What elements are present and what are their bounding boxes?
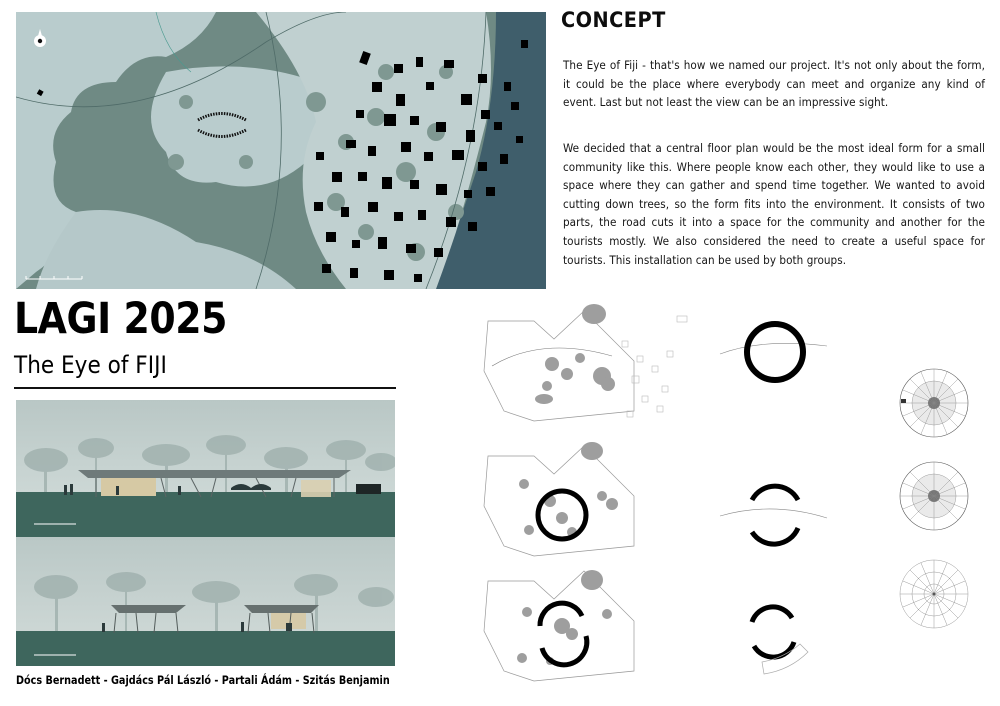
- concept-heading: CONCEPT: [561, 8, 666, 32]
- elevation-render-closed: [16, 400, 395, 537]
- elevation-render-open: [16, 537, 395, 666]
- concept-paragraph-2: We decided that a central floor plan would be the most ideal form for a small community like this. Where people know each other, they would like to use a space where they can gather and spend time together. We wanted to avoid cutting down trees, so the form fits into the environment. It consists of two parts, the road cuts it into a space for the community and another for the tourists mostly. We also considered the need to create a useful space for tourists. This installation can be used by both groups.: [563, 141, 985, 267]
- concept-diagrams-drawing: [462, 296, 992, 696]
- diagram-radial-grid: [900, 560, 968, 628]
- title-divider: [14, 387, 396, 389]
- project-subtitle: The Eye of FIJI: [14, 351, 167, 379]
- diagram-site-context: [484, 304, 687, 421]
- diagram-radial-plan-2: [900, 462, 968, 530]
- site-plan-image: [16, 12, 546, 289]
- diagram-ring-terrace: [752, 607, 808, 674]
- site-plan-drawing: [16, 12, 546, 289]
- authors-credit: Dócs Bernadett - Gajdács Pál László - Partali Ádám - Szitás Benjamin: [16, 673, 390, 687]
- render-1-drawing: [16, 400, 395, 537]
- concept-diagrams: [462, 296, 992, 696]
- diagram-ring-full: [720, 324, 827, 380]
- diagram-site-ring: [484, 442, 634, 556]
- concept-paragraph-1: The Eye of Fiji - that's how we named our project. It's not only about the form, it could be the place where everybody can meet and organize any kind of event. Last but not least the view can be an impressive sight.: [563, 58, 985, 110]
- project-title: LAGI 2025: [14, 294, 228, 344]
- diagram-radial-plan-1: [900, 369, 968, 437]
- render-2-drawing: [16, 537, 395, 666]
- diagram-ring-split: [720, 486, 827, 544]
- diagram-site-split-ring: [484, 570, 634, 681]
